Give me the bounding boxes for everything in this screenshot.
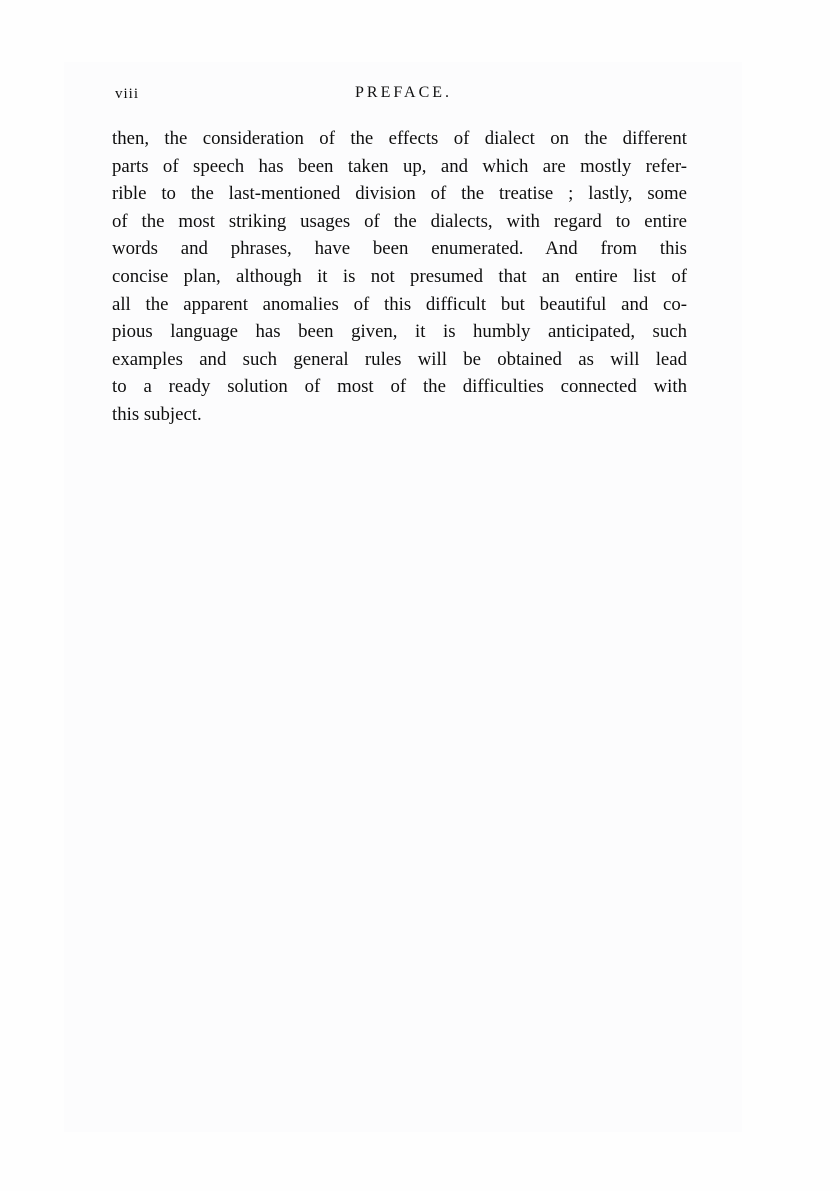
running-title: PREFACE. <box>355 84 453 101</box>
text-line: this subject. <box>112 403 202 425</box>
text-line: examples and such general rules will be obtained as will lead <box>112 348 687 370</box>
text-line: parts of speech has been taken up, and which are mostly refer- <box>112 155 687 177</box>
text-line: rible to the last-mentioned division of the treatise ; lastly, some <box>112 183 687 205</box>
text-line: all the apparent anomalies of this difficult but beautiful and co- <box>112 293 687 315</box>
text-line: of the most striking usages of the dialects, with regard to entire <box>112 210 687 232</box>
text-line: words and phrases, have been enumerated. And from this <box>112 238 687 260</box>
text-line: pious language has been given, it is humbly anticipated, such <box>112 321 687 343</box>
text-line: concise plan, although it is not presumed that an entire list of <box>112 265 687 287</box>
page-number: viii <box>115 86 140 102</box>
preface-paragraph <box>112 125 687 429</box>
text-line: to a ready solution of most of the difficulties connected with <box>112 376 687 398</box>
running-head <box>112 84 687 108</box>
text-line: then, the consideration of the effects of dialect on the different <box>112 128 687 149</box>
